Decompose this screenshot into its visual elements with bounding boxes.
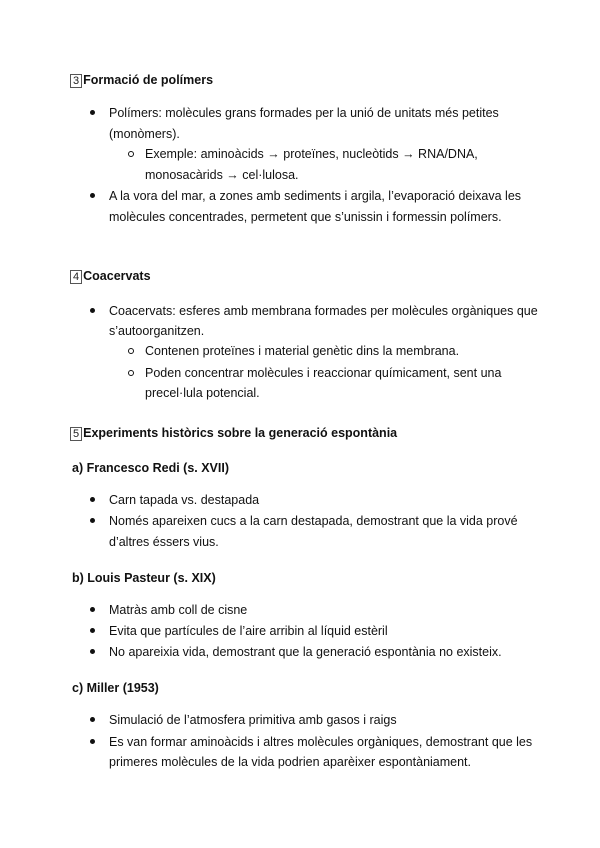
subsection-c-title: c) Miller (1953) bbox=[72, 681, 159, 695]
s4-bullet-1-line-2: s’autoorganitzen. bbox=[109, 324, 205, 338]
section-3-number: 3 bbox=[70, 74, 82, 88]
bullet-icon bbox=[90, 649, 95, 654]
s4-subbullet-1: Contenen proteïnes i material genètic dins la membrana. bbox=[145, 344, 460, 358]
s3-subbullet-1-line-1: Exemple: aminoàcids → proteïnes, nucleòtids → RNA/DNA, bbox=[145, 147, 478, 161]
s3-bullet-2-line-1: A la vora del mar, a zones amb sediments i argila, l’evaporació deixava les bbox=[109, 189, 522, 203]
bullet-icon bbox=[90, 497, 95, 502]
bullet-icon bbox=[90, 193, 95, 198]
bullet-icon bbox=[90, 518, 95, 523]
section-5-heading bbox=[70, 425, 397, 441]
bullet-icon bbox=[90, 739, 95, 744]
s3-bullet-1-line-1: Polímers: molècules grans formades per la unió de unitats més petites bbox=[109, 106, 499, 120]
bullet-icon bbox=[90, 628, 95, 633]
s5c-bullet-2-line-1: Es van formar aminoàcids i altres molècules orgàniques, demostrant que les bbox=[109, 735, 533, 749]
s3-bullet-1-line-2: (monòmers). bbox=[109, 127, 180, 141]
s4-subbullet-2-line-1: Poden concentrar molècules i reaccionar químicament, sent una bbox=[145, 366, 502, 380]
section-5-number: 5 bbox=[70, 427, 82, 441]
s5b-bullet-3: No apareixia vida, demostrant que la generació espontània no existeix. bbox=[109, 645, 502, 659]
bullet-icon bbox=[90, 308, 95, 313]
bullet-icon bbox=[90, 110, 95, 115]
section-4-heading bbox=[70, 268, 151, 284]
sub-bullet-icon bbox=[128, 151, 134, 157]
s5b-bullet-1: Matràs amb coll de cisne bbox=[109, 603, 248, 617]
bullet-icon bbox=[90, 717, 95, 722]
section-3-title: Formació de polímers bbox=[83, 73, 214, 87]
section-4-title: Coacervats bbox=[83, 269, 151, 283]
s4-bullet-1-line-1: Coacervats: esferes amb membrana formades per molècules orgàniques que bbox=[109, 304, 538, 318]
sub-bullet-icon bbox=[128, 370, 134, 376]
s3-subbullet-1-line-2: monosacàrids → cel·lulosa. bbox=[145, 168, 299, 182]
section-5-title: Experiments històrics sobre la generació espontània bbox=[83, 426, 398, 440]
s5a-bullet-2-line-2: d’altres éssers vius. bbox=[109, 535, 219, 549]
s4-subbullet-2-line-2: precel·lula potencial. bbox=[145, 386, 260, 400]
s5a-bullet-1: Carn tapada vs. destapada bbox=[109, 493, 260, 507]
section-4-number: 4 bbox=[70, 270, 82, 284]
bullet-icon bbox=[90, 607, 95, 612]
section-3-heading bbox=[70, 72, 213, 88]
s5b-bullet-2: Evita que partícules de l’aire arribin al líquid estèril bbox=[109, 624, 388, 638]
subsection-a-title: a) Francesco Redi (s. XVII) bbox=[72, 461, 229, 475]
subsection-b-title: b) Louis Pasteur (s. XIX) bbox=[72, 571, 216, 585]
s3-bullet-2-line-2: molècules concentrades, permetent que s’unissin i formessin polímers. bbox=[109, 210, 502, 224]
s5c-bullet-1: Simulació de l’atmosfera primitiva amb gasos i raigs bbox=[109, 713, 397, 727]
s5a-bullet-2-line-1: Només apareixen cucs a la carn destapada, demostrant que la vida prové bbox=[109, 514, 518, 528]
s5c-bullet-2-line-2: primeres molècules de la vida podrien aparèixer espontàniament. bbox=[109, 755, 472, 769]
sub-bullet-icon bbox=[128, 348, 134, 354]
